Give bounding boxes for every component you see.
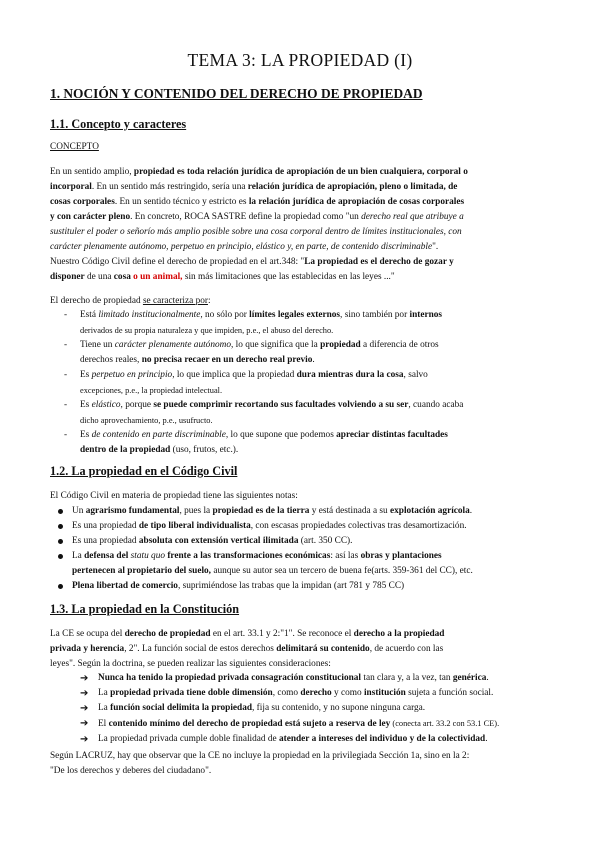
subsection-heading: 1.2. La propiedad en el Código Civil	[50, 464, 238, 478]
list-item: ➔ El contenido mínimo del derecho de propiedad está sujeto a reserva de ley (conecta art. 33.2 con 53.1 CE).	[80, 718, 500, 729]
arrow-right-icon: ➔	[80, 673, 89, 684]
section-heading: 1. NOCIÓN Y CONTENIDO DEL DERECHO DE PROPIEDAD	[50, 86, 423, 101]
characteristics-list	[60, 308, 463, 458]
list-item: ➔ La propiedad privada cumple doble finalidad de atender a intereses del individuo y de la colectividad.	[80, 734, 488, 745]
arrow-right-icon: ➔	[80, 718, 89, 729]
list-item: - Está limitado institucionalmente, no sólo por límites legales externos, sino también por internos derivados de su propia naturaleza y que impiden, p.e., el abuso del derecho.	[64, 310, 443, 335]
bullet-icon	[58, 524, 63, 529]
cc-notes-list	[52, 504, 473, 594]
list-item: ➔ La función social delimita la propiedad, fija su contenido, y no supone ninguna carga.	[80, 703, 426, 714]
arrow-right-icon: ➔	[80, 703, 89, 714]
bullet-icon	[58, 584, 63, 589]
lacruz-paragraph: Según LACRUZ, hay que observar que la CE no incluye la propiedad en la privilegiada Sección 1a, sino en la 2: "De los derechos y deberes del ciudadano".	[50, 751, 470, 776]
page-title: TEMA 3: LA PROPIEDAD (I)	[187, 50, 413, 70]
list-item: - Es elástico, porque se puede comprimir recortando sus facultades volviendo a su ser, cuando acaba dicho aprovechamiento, p.e., usufructo.	[64, 400, 464, 425]
concept-paragraph: En un sentido amplio, propiedad es toda relación jurídica de apropiación de un bien cualquiera, corporal o incorporal. En un sentido más restringido, sería una relación jurídica de apropiación, pleno o limitada, de cosas corporales. En un sentido técnico y estricto es la relación jurídica de apropiación de cosas corporales y con carácter pleno. En concreto, ROCA SASTRE define la propiedad como "un derecho real que atribuye a sustituler el poder o señorío más amplio posible sobre una cosa corporal dentro de límites institucionales, con carácter plenamente autónomo, perpetuo en principio, elástico y, en parte, de contenido discriminable". Nuestro Código Civil define el derecho de propiedad en el art.348: "La propiedad es el derecho de gozar y disponer de una cosa o un animal, sin más limitaciones que las establecidas en las leyes ..."	[50, 167, 468, 282]
considerations-list	[78, 671, 499, 747]
arrow-right-icon: ➔	[80, 688, 89, 699]
list-item: Un agrarismo fundamental, pues la propiedad es de la tierra y está destinada a su explotación agrícola.	[52, 504, 473, 519]
list-item: - Tiene un carácter plenamente autónomo, lo que significa que la propiedad a diferencia de otros derechos reales, no precisa recaer en un derecho real previo.	[64, 340, 439, 365]
bullet-icon	[58, 539, 63, 544]
list-item: La defensa del statu quo frente a las transformaciones económicas: así las obras y plantaciones pertenecen al propietario del suelo, aunque su autor sea un tercero de buena fe(arts. 359-361 del CC), etc.	[52, 549, 473, 579]
bullet-icon	[58, 554, 63, 559]
caracteriza-line: El derecho de propiedad se caracteriza por:	[50, 296, 211, 306]
subsection-heading: 1.3. La propiedad en la Constitución	[50, 602, 240, 616]
arrow-right-icon: ➔	[80, 734, 89, 745]
list-item: Es una propiedad absoluta con extensión vertical ilimitada (art. 350 CC).	[52, 534, 473, 549]
list-item: - Es de contenido en parte discriminable, lo que supone que podemos apreciar distintas facultades dentro de la propiedad (uso, frutos, etc.).	[64, 430, 448, 455]
list-item: ➔ La propiedad privada tiene doble dimensión, como derecho y como institución sujeta a función social.	[80, 688, 494, 699]
constitution-paragraph: La CE se ocupa del derecho de propiedad en el art. 33.1 y 2:"1". Se reconoce el derecho a la propiedad privada y herencia, 2". La función social de estos derechos delimitará su contenido, de acuerdo con las leyes". Según la doctrina, se pueden realizar las siguientes consideraciones:	[50, 629, 445, 669]
bullet-icon	[58, 509, 63, 514]
concept-label: CONCEPTO	[50, 142, 99, 152]
list-item: - Es perpetuo en principio, lo que implica que la propiedad dura mientras dura la cosa, salvo excepciones, p.e., la propiedad intelectual.	[64, 370, 428, 395]
subsection-heading: 1.1. Concepto y caracteres	[50, 117, 187, 131]
list-item: Plena libertad de comercio, suprimiéndose las trabas que la impidan (art 781 y 785 CC)	[52, 579, 473, 594]
paragraph: El Código Civil en materia de propiedad tiene las siguientes notas:	[50, 491, 298, 501]
highlight-red: o un animal,	[130, 272, 183, 282]
list-item: Es una propiedad de tipo liberal individualista, con escasas propiedades colectivas tras desamortización.	[52, 519, 473, 534]
list-item: ➔ Nunca ha tenido la propiedad privada consagración constitucional tan clara y, a la vez, tan genérica.	[80, 673, 489, 684]
